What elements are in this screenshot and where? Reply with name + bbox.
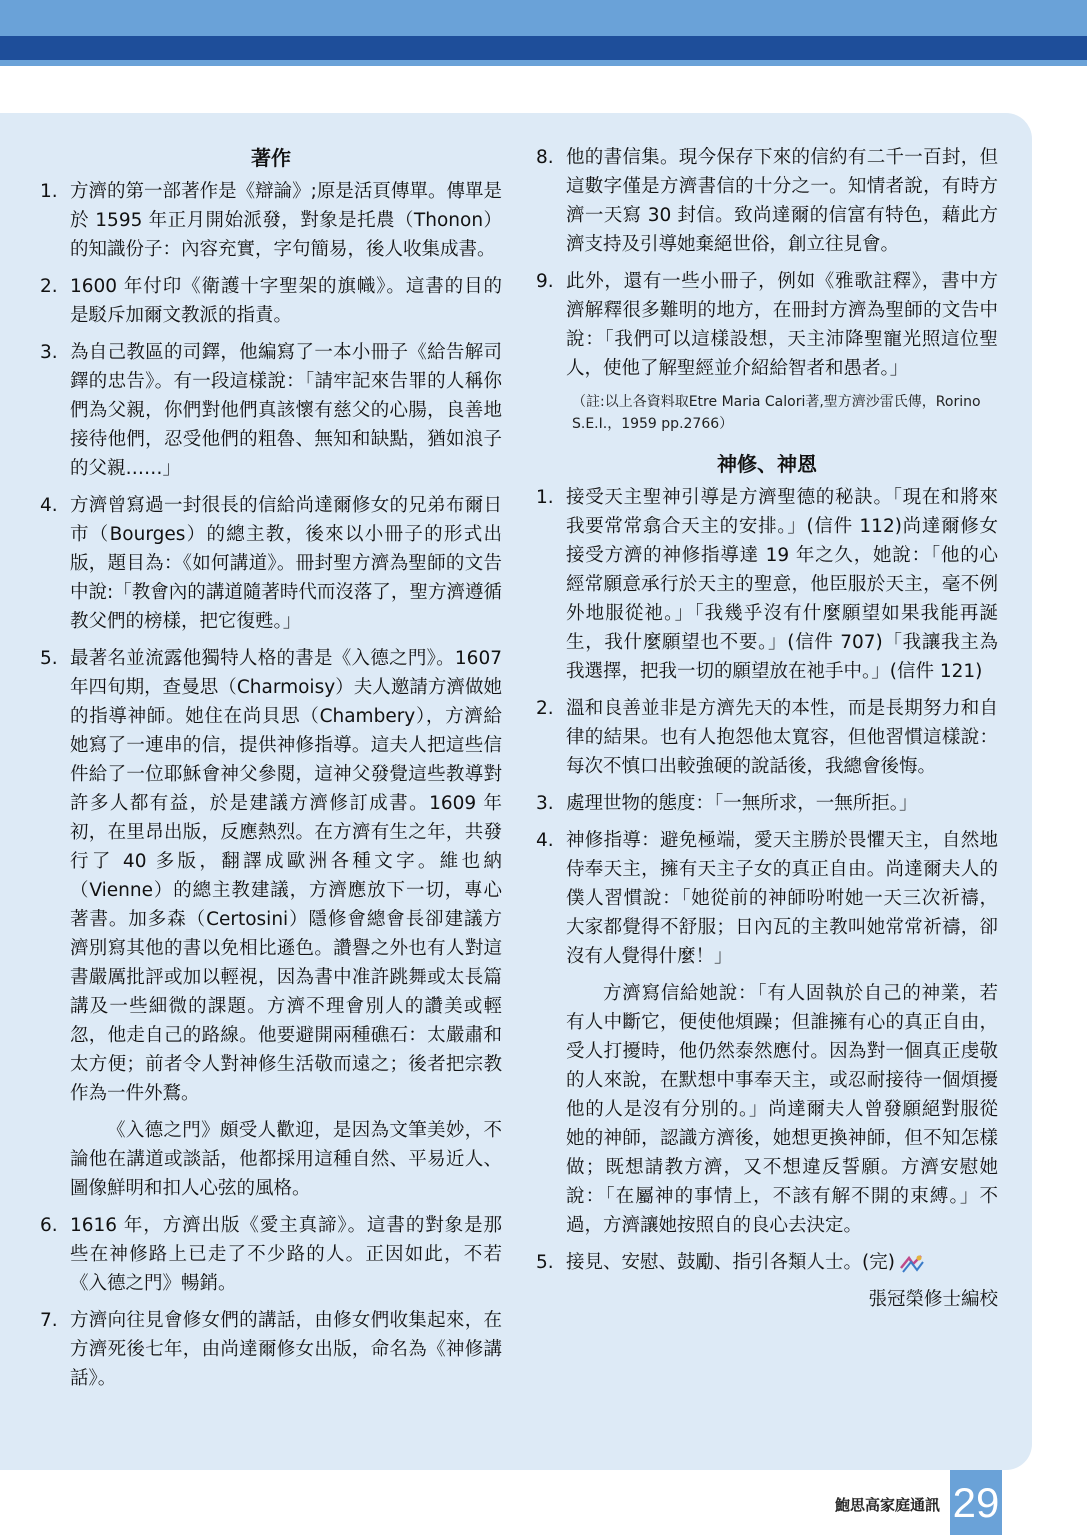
list-item	[40, 1306, 502, 1393]
list-item-text: 方濟的第一部著作是《辯論》;原是活頁傳單。傳單是於 1595 年正月開始派發，對象是托農（Thonon）的知識份子：內容充實，字句簡易，後人收集成書。	[70, 181, 502, 260]
list-item-text: 溫和良善並非是方濟先天的本性，而是長期努力和自律的結果。也有人抱怨他太寬容，但他習慣這樣說：每次不慎口出較強硬的說話後，我總會後悔。	[566, 698, 998, 777]
header-band-dark	[0, 36, 1087, 60]
list-item-number: 3.	[40, 342, 58, 363]
page-number: 29	[950, 1470, 1002, 1535]
list-item-text: 1616 年，方濟出版《愛主真諦》。這書的對象是那些在神修路上已走了不少路的人。正因如此，不若《入德之門》暢銷。	[70, 1215, 502, 1294]
works-list-right	[536, 143, 998, 383]
right-column	[536, 143, 998, 1314]
list-item-text: 為自己教區的司鐸，他編寫了一本小冊子《給告解司鐸的忠告》。有一段這樣說：「請牢記來告罪的人稱你們為父親，你們對他們真該懷有慈父的心腸，良善地接待他們，忍受他們的粗魯、無知和缺點，猶如浪子的父親……」	[70, 342, 502, 479]
header-band-line	[0, 60, 1087, 66]
decorative-ornament-icon	[899, 1252, 925, 1274]
works-list	[40, 177, 502, 1108]
list-item-number: 1.	[40, 181, 58, 202]
list-item	[40, 338, 502, 483]
list-item	[40, 1211, 502, 1298]
list-item-number: 2.	[536, 698, 554, 719]
list-item-text: 1600 年付印《衛護十字聖架的旗幟》。這書的目的是駁斥加爾文教派的指責。	[70, 276, 502, 326]
list-item	[536, 143, 998, 259]
list-item	[536, 267, 998, 383]
list-item-text-content: 接見、安慰、鼓勵、指引各類人士。(完)	[566, 1252, 895, 1273]
paragraph-letter: 方濟寫信給她說：「有人固執於自己的神業，若有人中斷它，便使他煩躁；但誰擁有心的真正自由，受人打擾時，他仍然泰然應付。因為對一個真正虔敬的人來說，在默想中事奉天主，或忍耐接待一個煩擾他的人是沒有分別的。」尚達爾夫人曾發願絕對服從她的神師，認識方濟後，她想更換神師，但不知怎樣做；既想請教方濟，又不想違反誓願。方濟安慰她說：「在屬神的事情上，不該有解不開的束縛。」不過，方濟讓她按照自的良心去決定。	[566, 983, 998, 1236]
list-item-number: 7.	[40, 1310, 58, 1331]
list-item-number: 5.	[536, 1252, 554, 1273]
list-item-number: 4.	[536, 830, 554, 851]
list-item-number: 8.	[536, 147, 554, 168]
list-item-number: 5.	[40, 648, 58, 669]
list-item	[536, 826, 998, 971]
editor-signoff: 張冠榮修士編校	[868, 1289, 998, 1310]
list-item-text: 方濟向往見會修女們的講話，由修女們收集起來，在方濟死後七年，由尚達爾修女出版，命名為《神修講話》。	[70, 1310, 502, 1389]
section-heading-spirituality: 神修、神恩	[717, 452, 817, 476]
list-item	[536, 483, 998, 686]
list-item-text	[566, 1248, 998, 1277]
list-item	[40, 177, 502, 264]
spirituality-list	[536, 483, 998, 971]
list-item-number: 4.	[40, 495, 58, 516]
left-column	[40, 143, 502, 1401]
list-item	[536, 1248, 998, 1277]
list-item-number: 9.	[536, 271, 554, 292]
publication-name: 鮑思高家庭通訊	[834, 1496, 940, 1514]
spirituality-list-end	[536, 1248, 998, 1277]
list-item	[40, 491, 502, 636]
section-heading-works: 著作	[251, 146, 291, 170]
list-item	[536, 789, 998, 818]
list-item-text: 最著名並流露他獨特人格的書是《入德之門》。1607 年四旬期，查曼思（Charmoisy）夫人邀請方濟做她的指導神師。她住在尚貝思（Chambery），方濟給她寫了一連串的信，提供神修指導。這夫人把這些信件給了一位耶穌會神父參閱，這神父發覺這些教導對許多人都有益，於是建議方濟修訂成書。1609 年初，在里昂出版，反應熱烈。在方濟有生之年，共發行了 40 多版，翻譯成歐洲各種文字。維也納（Vienne）的總主教建議，方濟應放下一切，專心著書。加多森（Certosini）隱修會總會長卻建議方濟別寫其他的書以免相比遜色。讚譽之外也有人對這書嚴厲批評或加以輕視，因為書中准許跳舞或太長篇講及一些細微的課題。方濟不理會別人的讚美或輕忽，他走自己的路線。他要避開兩種礁石：太嚴肅和太方便；前者令人對神修生活敬而遠之；後者把宗教作為一件外鶩。	[70, 648, 502, 1104]
list-item	[536, 694, 998, 781]
list-item-number: 1.	[536, 487, 554, 508]
list-item	[40, 272, 502, 330]
list-item	[40, 644, 502, 1108]
list-item-text: 接受天主聖神引導是方濟聖德的秘訣。「現在和將來我要常常翕合天主的安排。」(信件 112)尚達爾修女接受方濟的神修指導達 19 年之久，她說：「他的心經常願意承行於天主的聖意，他臣服於天主，毫不例外地服從祂。」「我幾乎沒有什麼願望如果我能再誕生，我什麼願望也不要。」(信件 707)「我讓我主為我選擇，把我一切的願望放在祂手中。」(信件 121)	[566, 487, 998, 682]
list-item-number: 3.	[536, 793, 554, 814]
list-item-number: 2.	[40, 276, 58, 297]
list-item-text: 此外，還有一些小冊子，例如《雅歌註釋》，書中方濟解釋很多難明的地方，在冊封方濟為聖師的文告中說：「我們可以這樣設想，天主沛降聖寵光照這位聖人，使他了解聖經並介紹給智者和愚者。」	[566, 271, 998, 379]
paragraph-devout-life: 《入德之門》頗受人歡迎，是因為文筆美妙，不論他在講道或談話，他都採用這種自然、平易近人、圖像鮮明和扣人心弦的風格。	[70, 1120, 502, 1199]
list-item-number: 6.	[40, 1215, 58, 1236]
header-band-light	[0, 0, 1087, 40]
list-item-text: 神修指導：避免極端，愛天主勝於畏懼天主，自然地侍奉天主，擁有天主子女的真正自由。尚達爾夫人的僕人習慣說：「她從前的神師吩咐她一天三次祈禱，大家都覺得不舒服；日內瓦的主教叫她常常祈禱，卻沒有人覺得什麼！」	[566, 830, 998, 967]
source-note: （註:以上各資料取Etre Maria Calori著,聖方濟沙雷氏傳，Rorino S.E.I.，1959 pp.2766）	[572, 394, 981, 432]
works-list-continued	[40, 1211, 502, 1393]
list-item-text: 處理世物的態度：「一無所求，一無所拒。」	[566, 793, 918, 814]
list-item-text: 他的書信集。現今保存下來的信約有二千一百封，但這數字僅是方濟書信的十分之一。知情者說，有時方濟一天寫 30 封信。致尚達爾的信富有特色，藉此方濟支持及引導她棄絕世俗，創立往見會。	[566, 147, 998, 255]
list-item-text: 方濟曾寫過一封很長的信給尚達爾修女的兄弟布爾日市（Bourges）的總主教，後來以小冊子的形式出版，題目為：《如何講道》。冊封聖方濟為聖師的文告中說:「教會內的講道隨著時代而沒落了，聖方濟遵循教父們的榜樣，把它復甦。」	[70, 495, 502, 632]
